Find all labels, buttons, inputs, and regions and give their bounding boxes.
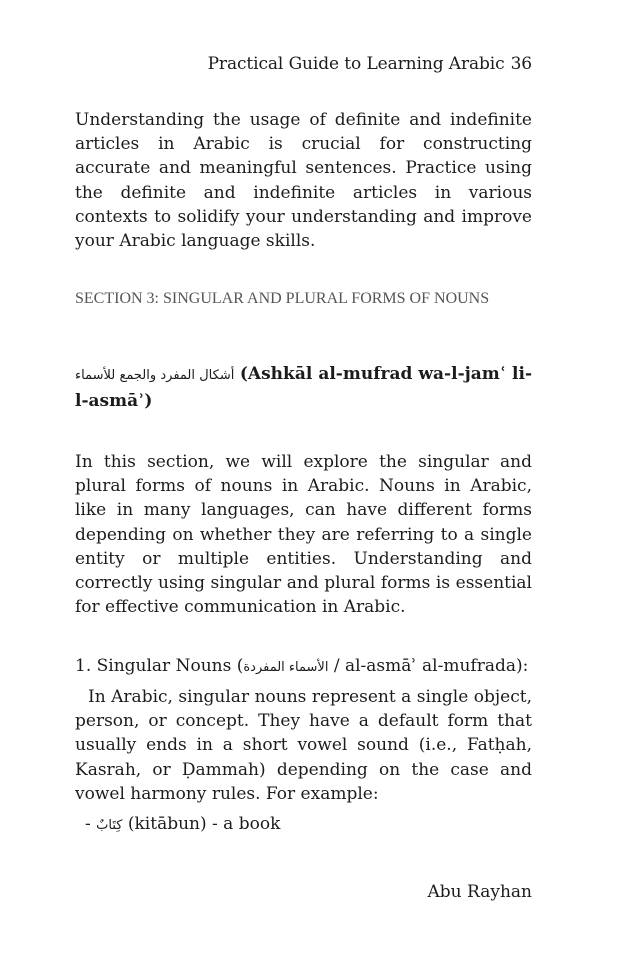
item-label-suffix: / al-asmāʾ al-mufrada): [328,656,529,676]
section-heading: SECTION 3: SINGULAR AND PLURAL FORMS OF NOUNS [75,290,490,307]
section-intro-paragraph: In this section, we will explore the singular and plural forms of nouns in Arabic. Nouns in Arabic, like in many languages, can have different forms depending on whether they are referring to a single entity or multiple entities. Understanding and correctly using singular and plural forms is essential for effective communication in Arabic. [75,452,532,618]
running-header [208,54,532,74]
section-arabic-title: أشكال المفرد والجمع للأسماء [75,368,235,383]
example-line [85,812,280,838]
example-dash: - [85,814,97,834]
author-footer: Abu Rayhan [427,882,532,902]
item-label-prefix: 1. Singular Nouns ( [75,656,244,676]
section-subtitle [75,362,532,413]
header-title: Practical Guide to Learning Arabic [207,54,505,74]
section-transliteration: (Ashkāl al-mufrad wa-l-jamʿ li-l-asmāʾ) [75,364,533,411]
example-gloss: (kitābun) - a book [122,814,281,834]
example-arabic: كِتَابٌ [96,818,123,833]
singular-nouns-heading [75,654,532,680]
singular-nouns-paragraph: In Arabic, singular nouns represent a single object, person, or concept. They have a default form that usually ends in a short vowel sound (i.e., Fatḥah, Kasrah, or Ḍammah) depending on the case and vowel harmony rules. For example: [75,687,532,804]
intro-paragraph: Understanding the usage of definite and indefinite articles in Arabic is crucial for constructing accurate and meaningful sentences. Practice using the definite and indefinite articles in various contexts to solidify your understanding and improve your Arabic language skills. [75,110,532,252]
book-page [75,0,532,957]
item-arabic: الأسماء المفردة [243,660,329,675]
page-number: 36 [510,54,532,74]
